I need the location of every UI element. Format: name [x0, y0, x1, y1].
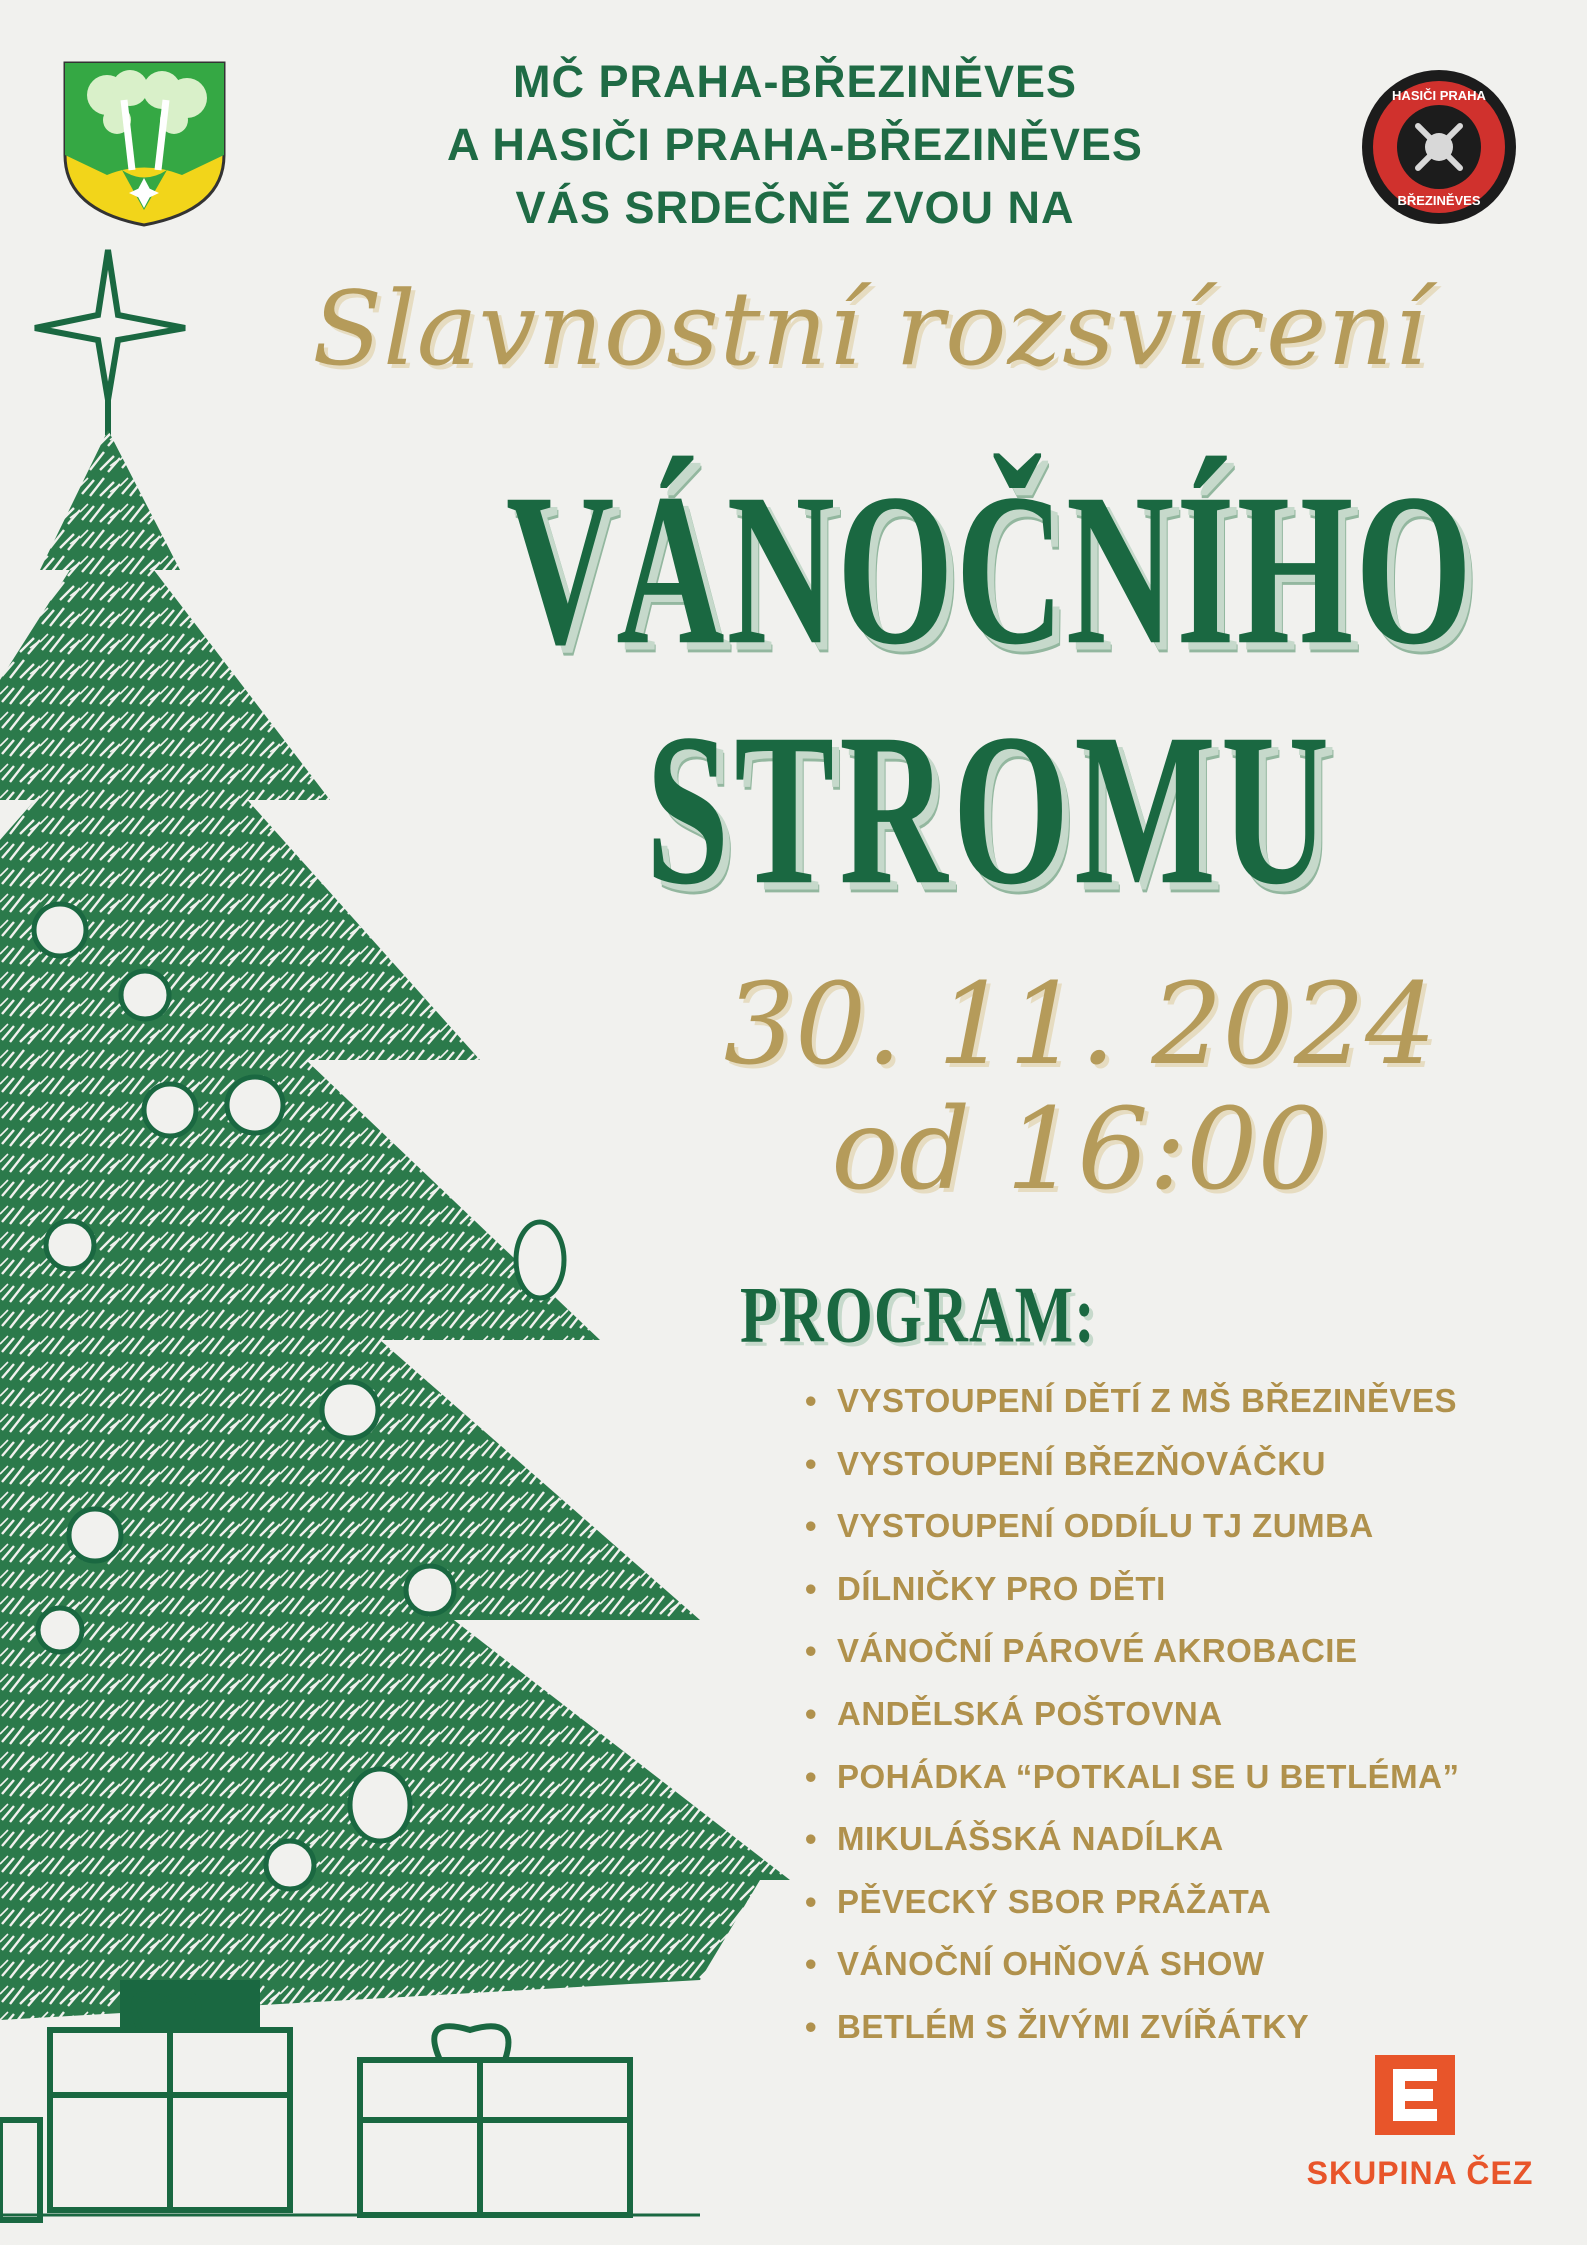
program-item-text: ANDĚLSKÁ POŠTOVNA — [837, 1694, 1223, 1732]
hasici-emblem-icon — [1360, 68, 1518, 226]
event-time: od 16:00 — [831, 1085, 1329, 1215]
program-item: • VYSTOUPENÍ ODDÍLU TJ ZUMBA — [805, 1507, 1374, 1545]
program-item: • VYSTOUPENÍ DĚTÍ Z MŠ BŘEZINĚVES — [805, 1382, 1457, 1419]
header-line-3: VÁS SRDEČNĚ ZVOU NA — [515, 182, 1075, 233]
program-list — [805, 1370, 1565, 2059]
tree-star — [35, 250, 185, 435]
program-item-text: VYSTOUPENÍ BŘEZŇOVÁČKU — [837, 1444, 1326, 1482]
program-item-text: PĚVECKÝ SBOR PRÁŽATA — [837, 1882, 1272, 1920]
event-date: 30. 11. 2024 — [723, 960, 1437, 1090]
program-item-text: MIKULÁŠSKÁ NADÍLKA — [837, 1820, 1224, 1858]
main-title-line-2: STROMU — [645, 689, 1335, 931]
program-item: • DÍLNIČKY PRO DĚTI — [805, 1569, 1166, 1607]
script-title: Slavnostní rozsvícení — [312, 270, 1428, 389]
program-item-text: DÍLNIČKY PRO DĚTI — [837, 1569, 1166, 1607]
program-item: • PĚVECKÝ SBOR PRÁŽATA — [805, 1882, 1272, 1920]
program-item: • VÁNOČNÍ PÁROVÉ AKROBACIE — [805, 1632, 1358, 1670]
sponsor-name: SKUPINA ČEZ — [1306, 2155, 1534, 2191]
cez-logo-icon — [1375, 2055, 1455, 2135]
program-item-text: VYSTOUPENÍ DĚTÍ Z MŠ BŘEZINĚVES — [837, 1382, 1457, 1419]
program-item-text: VÁNOČNÍ OHŇOVÁ SHOW — [837, 1945, 1265, 1983]
brezineves-coat-of-arms-icon — [62, 60, 227, 228]
program-title: PROGRAM: — [740, 1271, 1096, 1360]
program-item-text: VYSTOUPENÍ ODDÍLU TJ ZUMBA — [837, 1507, 1374, 1545]
program-item: • POHÁDKA “POTKALI SE U BETLÉMA” — [805, 1757, 1460, 1795]
header-line-1: MČ PRAHA-BŘEZINĚVES — [512, 56, 1078, 107]
program-item: • BETLÉM S ŽIVÝMI ZVÍŘÁTKY — [805, 2007, 1310, 2045]
program-item: • VÁNOČNÍ OHŇOVÁ SHOW — [805, 1945, 1265, 1983]
hasici-bottom-text: BŘEZINĚVES — [1397, 193, 1481, 208]
header-line-2: A HASIČI PRAHA-BŘEZINĚVES — [447, 119, 1143, 170]
program-item: • MIKULÁŠSKÁ NADÍLKA — [805, 1820, 1224, 1858]
program-item: • ANDĚLSKÁ POŠTOVNA — [805, 1694, 1223, 1732]
organizers-header — [380, 50, 1210, 239]
program-item-text: VÁNOČNÍ PÁROVÉ AKROBACIE — [837, 1632, 1358, 1670]
program-item-text: BETLÉM S ŽIVÝMI ZVÍŘÁTKY — [837, 2007, 1310, 2045]
presents — [0, 1994, 630, 2220]
main-title-line-1: VÁNOČNÍHO — [505, 449, 1475, 691]
program-item: • VYSTOUPENÍ BŘEZŇOVÁČKU — [805, 1444, 1326, 1482]
program-item-text: POHÁDKA “POTKALI SE U BETLÉMA” — [837, 1757, 1460, 1795]
hasici-top-text: HASIČI PRAHA — [1392, 88, 1486, 103]
